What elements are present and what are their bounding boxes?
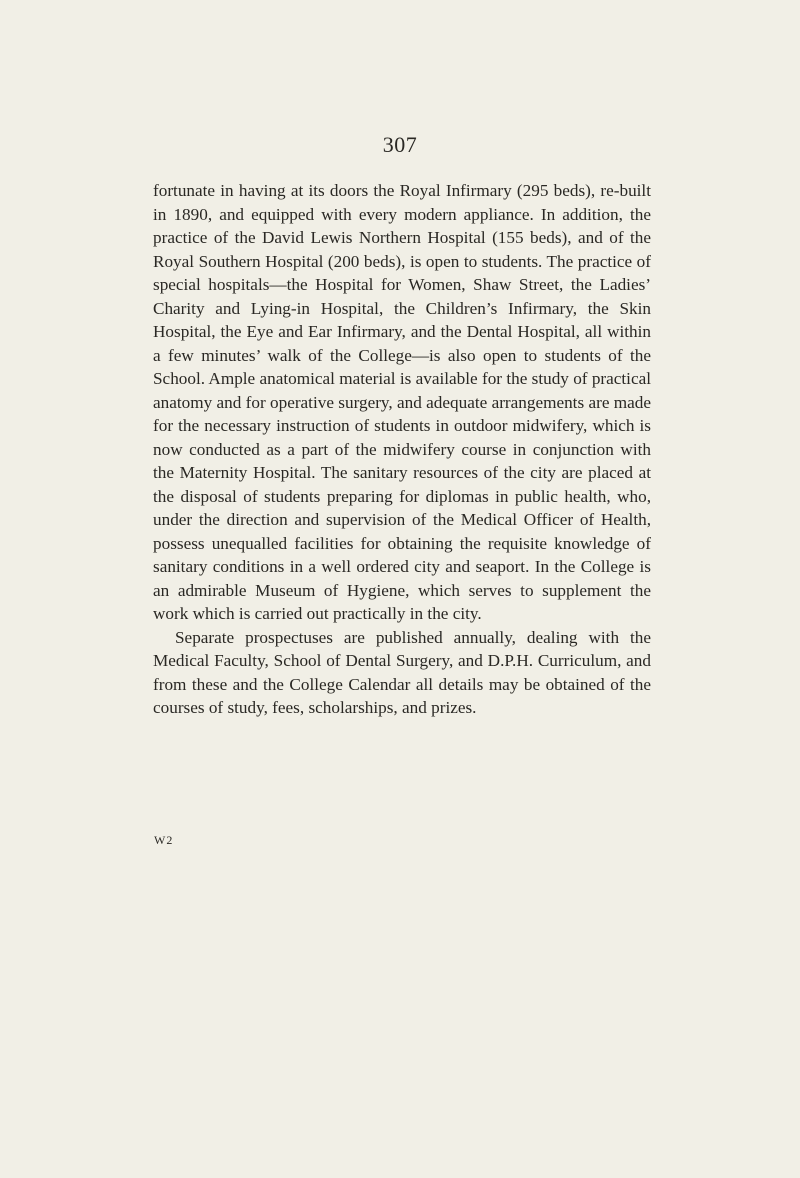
body-text: [153, 179, 651, 720]
paragraph: fortunate in having at its doors the Royal Infirmary (295 beds), re-built in 1890, and equipped with every modern appliance. In addition, the practice of the David Lewis Northern Hospital (155 beds), and of the Royal Southern Hospital (200 beds), is open to students. The practice of special hospitals—the Hospital for Women, Shaw Street, the Ladies’ Charity and Lying-in Hospital, the Children’s Infirmary, the Skin Hospital, the Eye and Ear Infirmary, and the Dental Hospital, all within a few minutes’ walk of the College—is also open to students of the School. Ample anatomical material is available for the study of practical anatomy and for operative surgery, and adequate arrangements are made for the necessary instruction of students in outdoor midwifery, which is now conducted as a part of the midwifery course in conjunction with the Maternity Hospital. The sanitary resources of the city are placed at the disposal of students preparing for diplomas in public health, who, under the direction and supervision of the Medical Officer of Health, possess unequalled facilities for obtaining the requisite knowledge of sanitary conditions in a well ordered city and seaport. In the College is an admirable Museum of Hygiene, which serves to supplement the work which is carried out practically in the city.: [153, 181, 651, 623]
signature-mark: W2: [154, 833, 174, 847]
paragraph: Separate prospectuses are published annually, dealing with the Medical Faculty, School of Dental Surgery, and D.P.H. Curriculum, and from these and the College Calendar all details may be obtained of the courses of study, fees, scholarships, and prizes.: [153, 627, 651, 717]
page-number: 307: [382, 132, 418, 157]
